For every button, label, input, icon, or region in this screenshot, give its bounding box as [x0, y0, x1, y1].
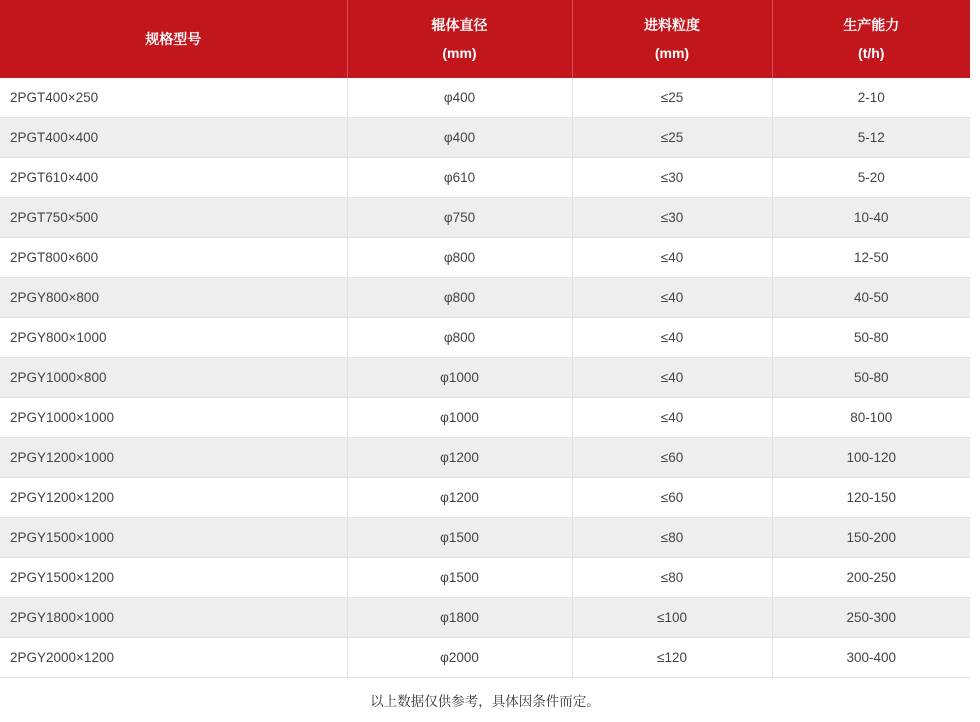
cell-roller-diameter: φ1200 — [347, 438, 572, 478]
cell-roller-diameter: φ1800 — [347, 598, 572, 638]
cell-model: 2PGY2000×1200 — [0, 638, 347, 678]
cell-model: 2PGT400×400 — [0, 118, 347, 158]
cell-model: 2PGY1500×1200 — [0, 558, 347, 598]
cell-capacity: 5-12 — [772, 118, 970, 158]
column-header-feed-size-title: 进料粒度 — [579, 11, 766, 39]
table-row — [0, 478, 970, 518]
cell-model: 2PGY800×1000 — [0, 318, 347, 358]
cell-capacity: 120-150 — [772, 478, 970, 518]
column-header-roller-diameter — [347, 0, 572, 78]
cell-capacity: 40-50 — [772, 278, 970, 318]
table-row — [0, 398, 970, 438]
cell-model: 2PGT400×250 — [0, 78, 347, 118]
cell-model: 2PGY1800×1000 — [0, 598, 347, 638]
cell-feed-size: ≤25 — [572, 78, 772, 118]
column-header-feed-size — [572, 0, 772, 78]
table-row — [0, 158, 970, 198]
cell-model: 2PGT610×400 — [0, 158, 347, 198]
cell-model: 2PGT800×600 — [0, 238, 347, 278]
table-row — [0, 118, 970, 158]
table-row — [0, 78, 970, 118]
column-header-roller-diameter-unit: (mm) — [354, 39, 566, 67]
cell-model: 2PGY800×800 — [0, 278, 347, 318]
cell-feed-size: ≤40 — [572, 278, 772, 318]
cell-capacity: 50-80 — [772, 318, 970, 358]
cell-feed-size: ≤60 — [572, 478, 772, 518]
cell-roller-diameter: φ2000 — [347, 638, 572, 678]
cell-roller-diameter: φ1000 — [347, 358, 572, 398]
cell-roller-diameter: φ1500 — [347, 558, 572, 598]
table-row — [0, 518, 970, 558]
column-header-capacity-title: 生产能力 — [779, 11, 965, 39]
cell-roller-diameter: φ800 — [347, 318, 572, 358]
table-row — [0, 238, 970, 278]
table-footer — [0, 678, 970, 722]
cell-capacity: 10-40 — [772, 198, 970, 238]
column-header-model — [0, 0, 347, 78]
column-header-capacity-unit: (t/h) — [779, 39, 965, 67]
cell-model: 2PGY1200×1000 — [0, 438, 347, 478]
column-header-roller-diameter-title: 辊体直径 — [354, 11, 566, 39]
cell-feed-size: ≤60 — [572, 438, 772, 478]
cell-capacity: 80-100 — [772, 398, 970, 438]
cell-roller-diameter: φ800 — [347, 238, 572, 278]
table-row — [0, 358, 970, 398]
cell-model: 2PGY1000×800 — [0, 358, 347, 398]
cell-feed-size: ≤25 — [572, 118, 772, 158]
column-header-model-title: 规格型号 — [6, 25, 341, 53]
cell-feed-size: ≤40 — [572, 318, 772, 358]
cell-capacity: 100-120 — [772, 438, 970, 478]
table-row — [0, 278, 970, 318]
cell-capacity: 200-250 — [772, 558, 970, 598]
cell-feed-size: ≤30 — [572, 158, 772, 198]
table-footnote: 以上数据仅供参考，具体因条件而定。 — [0, 678, 970, 722]
table-row — [0, 198, 970, 238]
cell-roller-diameter: φ750 — [347, 198, 572, 238]
table-row — [0, 318, 970, 358]
column-header-feed-size-unit: (mm) — [579, 39, 766, 67]
cell-capacity: 300-400 — [772, 638, 970, 678]
cell-feed-size: ≤80 — [572, 558, 772, 598]
table-header — [0, 0, 970, 78]
cell-capacity: 50-80 — [772, 358, 970, 398]
cell-model: 2PGY1000×1000 — [0, 398, 347, 438]
table-row — [0, 438, 970, 478]
table-row — [0, 638, 970, 678]
table-row — [0, 558, 970, 598]
cell-feed-size: ≤30 — [572, 198, 772, 238]
cell-model: 2PGY1200×1200 — [0, 478, 347, 518]
cell-feed-size: ≤40 — [572, 238, 772, 278]
cell-roller-diameter: φ1000 — [347, 398, 572, 438]
cell-roller-diameter: φ800 — [347, 278, 572, 318]
cell-feed-size: ≤80 — [572, 518, 772, 558]
table-row — [0, 598, 970, 638]
cell-roller-diameter: φ400 — [347, 78, 572, 118]
cell-roller-diameter: φ400 — [347, 118, 572, 158]
cell-model: 2PGY1500×1000 — [0, 518, 347, 558]
cell-roller-diameter: φ610 — [347, 158, 572, 198]
table-body — [0, 78, 970, 678]
cell-capacity: 150-200 — [772, 518, 970, 558]
cell-feed-size: ≤40 — [572, 398, 772, 438]
cell-feed-size: ≤100 — [572, 598, 772, 638]
cell-roller-diameter: φ1200 — [347, 478, 572, 518]
cell-feed-size: ≤120 — [572, 638, 772, 678]
cell-capacity: 2-10 — [772, 78, 970, 118]
cell-capacity: 5-20 — [772, 158, 970, 198]
cell-capacity: 250-300 — [772, 598, 970, 638]
cell-feed-size: ≤40 — [572, 358, 772, 398]
cell-roller-diameter: φ1500 — [347, 518, 572, 558]
cell-capacity: 12-50 — [772, 238, 970, 278]
cell-model: 2PGT750×500 — [0, 198, 347, 238]
table-header-row — [0, 0, 970, 78]
table-footer-row — [0, 678, 970, 722]
column-header-capacity — [772, 0, 970, 78]
